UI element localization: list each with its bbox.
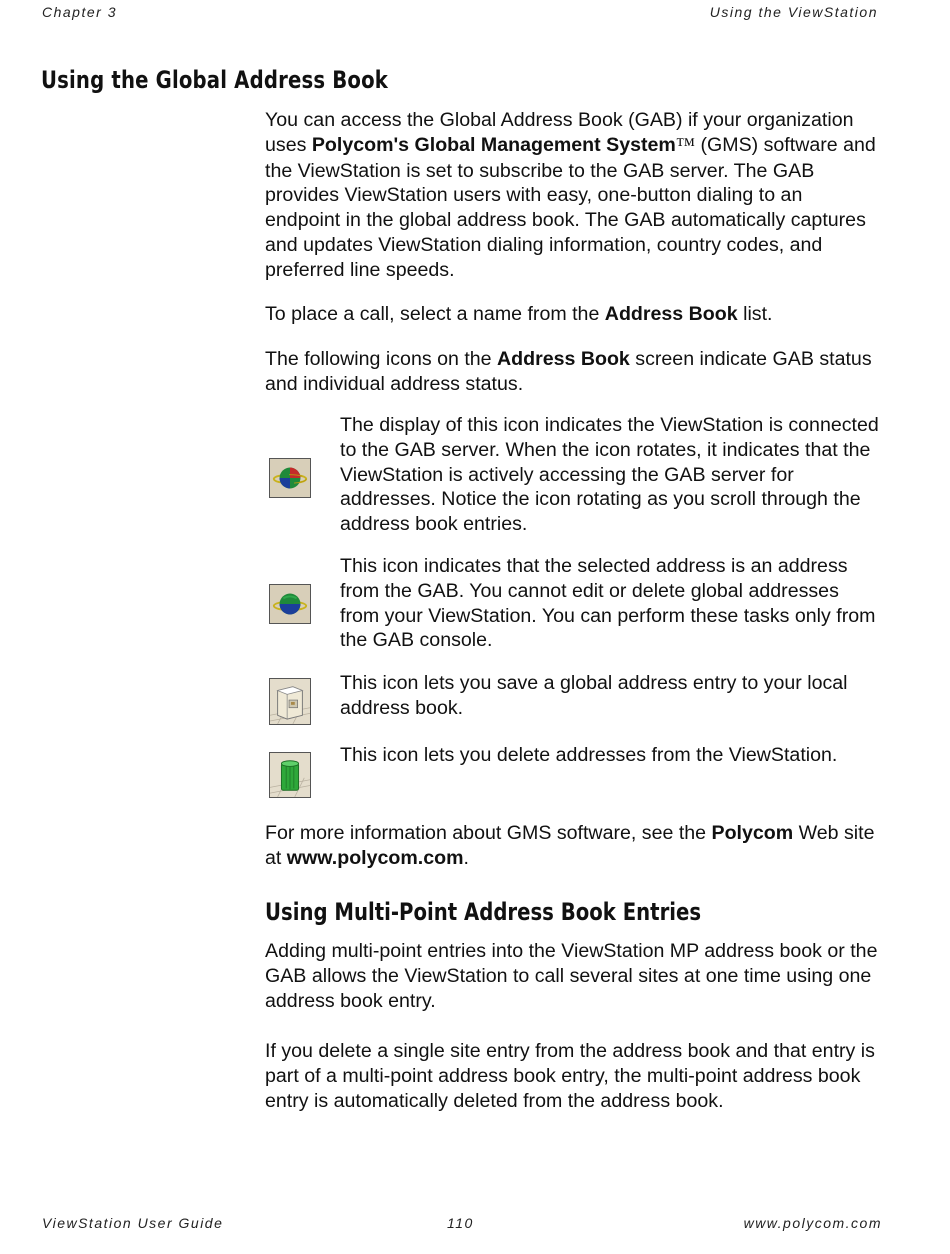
- place-call-text-1: To place a call, select a name from the: [265, 303, 605, 325]
- more-info-text-1: For more information about GMS software, see the: [265, 822, 712, 844]
- trademark-symbol: ™: [675, 134, 696, 156]
- gab-connected-globe-icon: [269, 458, 311, 498]
- address-book-term: Address Book: [497, 348, 630, 370]
- page-footer: [42, 1215, 882, 1231]
- guide-title: ViewStation User Guide: [42, 1215, 224, 1231]
- multipoint-paragraph-1: Adding multi-point entries into the ViewStation MP address book or the GAB allows the ViewStation to call several sites at one time using one address book entry.: [265, 940, 878, 1012]
- save-local-description: This icon lets you save a global address entry to your local address book.: [340, 672, 848, 719]
- global-address-description: This icon indicates that the selected address is an address from the GAB. You cannot edit or delete global addresses from your ViewStation. You can perform these tasks only from the GAB console.: [340, 555, 876, 652]
- polycom-website-link[interactable]: www.polycom.com: [286, 846, 464, 869]
- more-info-paragraph: [265, 821, 880, 871]
- delete-description: This icon lets you delete addresses from the ViewStation.: [340, 744, 838, 766]
- chapter-label: Chapter 3: [42, 4, 117, 20]
- gms-product-name: Polycom's Global Management System: [311, 133, 676, 156]
- more-info-text-2: Web site at: [265, 822, 875, 869]
- delete-trash-can-icon: [269, 752, 311, 798]
- save-to-local-icon: [269, 678, 311, 725]
- running-header: [42, 4, 878, 20]
- intro-text-2: (GMS) software and the ViewStation is set to subscribe to the GAB server. The GAB provides ViewStation users with easy, one-button dialing to an endpoint in the global address book. The GAB automatically captures and updates ViewStation dialing information, country codes, and preferred line speeds.: [265, 133, 876, 281]
- polycom-term: Polycom: [711, 822, 794, 844]
- gab-connected-description: The display of this icon indicates the ViewStation is connected to the GAB server. When the icon rotates, it indicates that the ViewStation is actively accessing the GAB server for addresses. Notice the icon rotating as you scroll through the address book entries.: [340, 414, 879, 536]
- page-number: 110: [447, 1215, 474, 1231]
- place-call-paragraph: [265, 302, 880, 327]
- footer-url: www.polycom.com: [743, 1215, 882, 1231]
- intro-text-1: You can access the Global Address Book (GAB) if your organization uses: [265, 109, 854, 156]
- more-info-text-3: .: [463, 846, 469, 869]
- subsection-title: Using Multi-Point Address Book Entries: [265, 898, 702, 926]
- section-label: Using the ViewStation: [709, 4, 878, 20]
- icons-intro-paragraph: [265, 347, 880, 397]
- section-title: Using the Global Address Book: [41, 66, 389, 94]
- place-call-text-2: list.: [737, 303, 773, 325]
- intro-paragraph: [265, 108, 880, 283]
- icons-intro-text-2: screen indicate GAB status and individual address status.: [265, 348, 872, 395]
- address-book-term: Address Book: [604, 303, 738, 325]
- icons-intro-text-1: The following icons on the: [265, 348, 497, 370]
- global-address-globe-icon: [269, 584, 311, 624]
- multipoint-paragraph-2: If you delete a single site entry from the address book and that entry is part of a multi-point address book entry, the multi-point address book entry is automatically deleted from the address book.: [265, 1040, 875, 1112]
